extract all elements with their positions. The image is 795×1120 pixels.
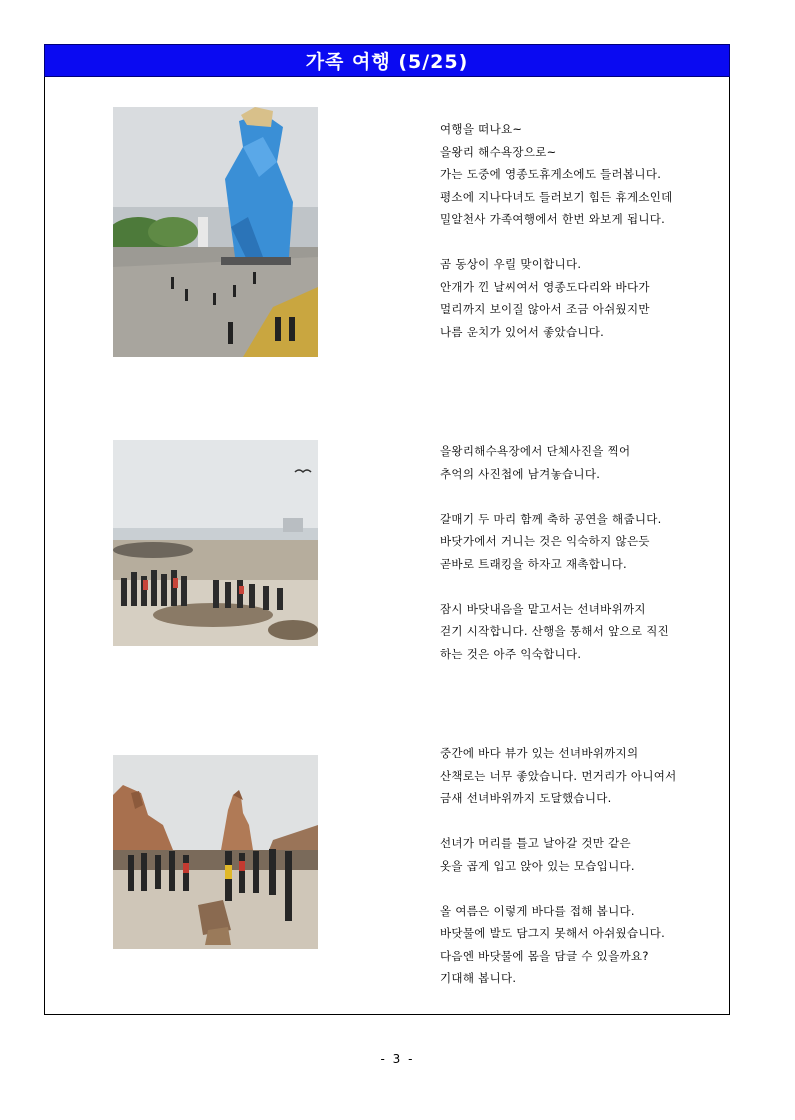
text-line: 잠시 바닷내음을 맡고서는 선녀바위까지 [440, 601, 646, 616]
text-line: 다음엔 바닷물에 몸을 담글 수 있을까요? [440, 948, 649, 963]
text-line: 갈매기 두 마리 함께 축하 공연을 해줍니다. [440, 511, 662, 526]
photo-bear-statue [113, 107, 318, 357]
section-1-text [440, 118, 730, 343]
photo-fairy-rock-group [113, 755, 318, 949]
paragraph-gap [440, 810, 730, 833]
text-line: 가는 도중에 영종도휴게소에도 들러봅니다. [440, 167, 662, 181]
text-line: 평소에 지나다녀도 들러보기 힘든 휴게소인데 [440, 189, 673, 204]
text-line: 안개가 낀 날씨여서 영종도다리와 바다가 [440, 279, 650, 294]
paragraph-gap [440, 231, 730, 254]
text-line: 선녀가 머리를 틀고 날아갈 것만 같은 [440, 836, 631, 850]
paragraph-gap [440, 575, 730, 598]
page-number: - 3 - [380, 1052, 415, 1066]
text-line: 금새 선녀바위까지 도달했습니다. [440, 791, 612, 805]
text-line: 바닷물에 발도 담그지 못해서 아쉬웠습니다. [440, 926, 666, 940]
text-line: 곰 동상이 우릴 맞이합니다. [440, 257, 582, 271]
paragraph-gap [440, 485, 730, 508]
text-line: 곧바로 트래킹을 하자고 재촉합니다. [440, 556, 627, 571]
page-title: 가족 여행 (5/25) [305, 51, 469, 73]
text-line: 여행을 떠나요~ [440, 122, 523, 136]
text-line: 중간에 바다 뷰가 있는 선녀바위까지의 [440, 746, 639, 760]
text-line: 추억의 사진첩에 남겨놓습니다. [440, 466, 601, 481]
text-line: 하는 것은 아주 익숙합니다. [440, 646, 582, 661]
text-line: 걷기 시작합니다. 산행을 통해서 앞으로 직진 [440, 624, 670, 638]
section-3-text [440, 742, 730, 990]
section-2-text [440, 440, 730, 665]
text-line: 기대해 봅니다. [440, 971, 517, 985]
page-title-bar [44, 44, 730, 77]
photo-beach-group [113, 440, 318, 646]
text-line: 바닷가에서 거니는 것은 익숙하지 않은듯 [440, 534, 650, 548]
paragraph-gap [440, 877, 730, 900]
text-line: 밀알천사 가족여행에서 한번 와보게 됩니다. [440, 212, 666, 226]
text-line: 올 여름은 이렇게 바다를 접해 봅니다. [440, 903, 635, 918]
text-line: 나름 운치가 있어서 좋았습니다. [440, 324, 605, 339]
text-line: 을왕리 해수욕장으로~ [440, 144, 557, 159]
text-line: 산책로는 너무 좋았습니다. 먼거리가 아니여서 [440, 768, 677, 783]
text-line: 멀리까지 보이질 않아서 조금 아쉬웠지만 [440, 302, 650, 316]
text-line: 옷을 곱게 입고 앉아 있는 모습입니다. [440, 858, 635, 873]
text-line: 을왕리해수욕장에서 단체사진을 찍어 [440, 444, 631, 458]
